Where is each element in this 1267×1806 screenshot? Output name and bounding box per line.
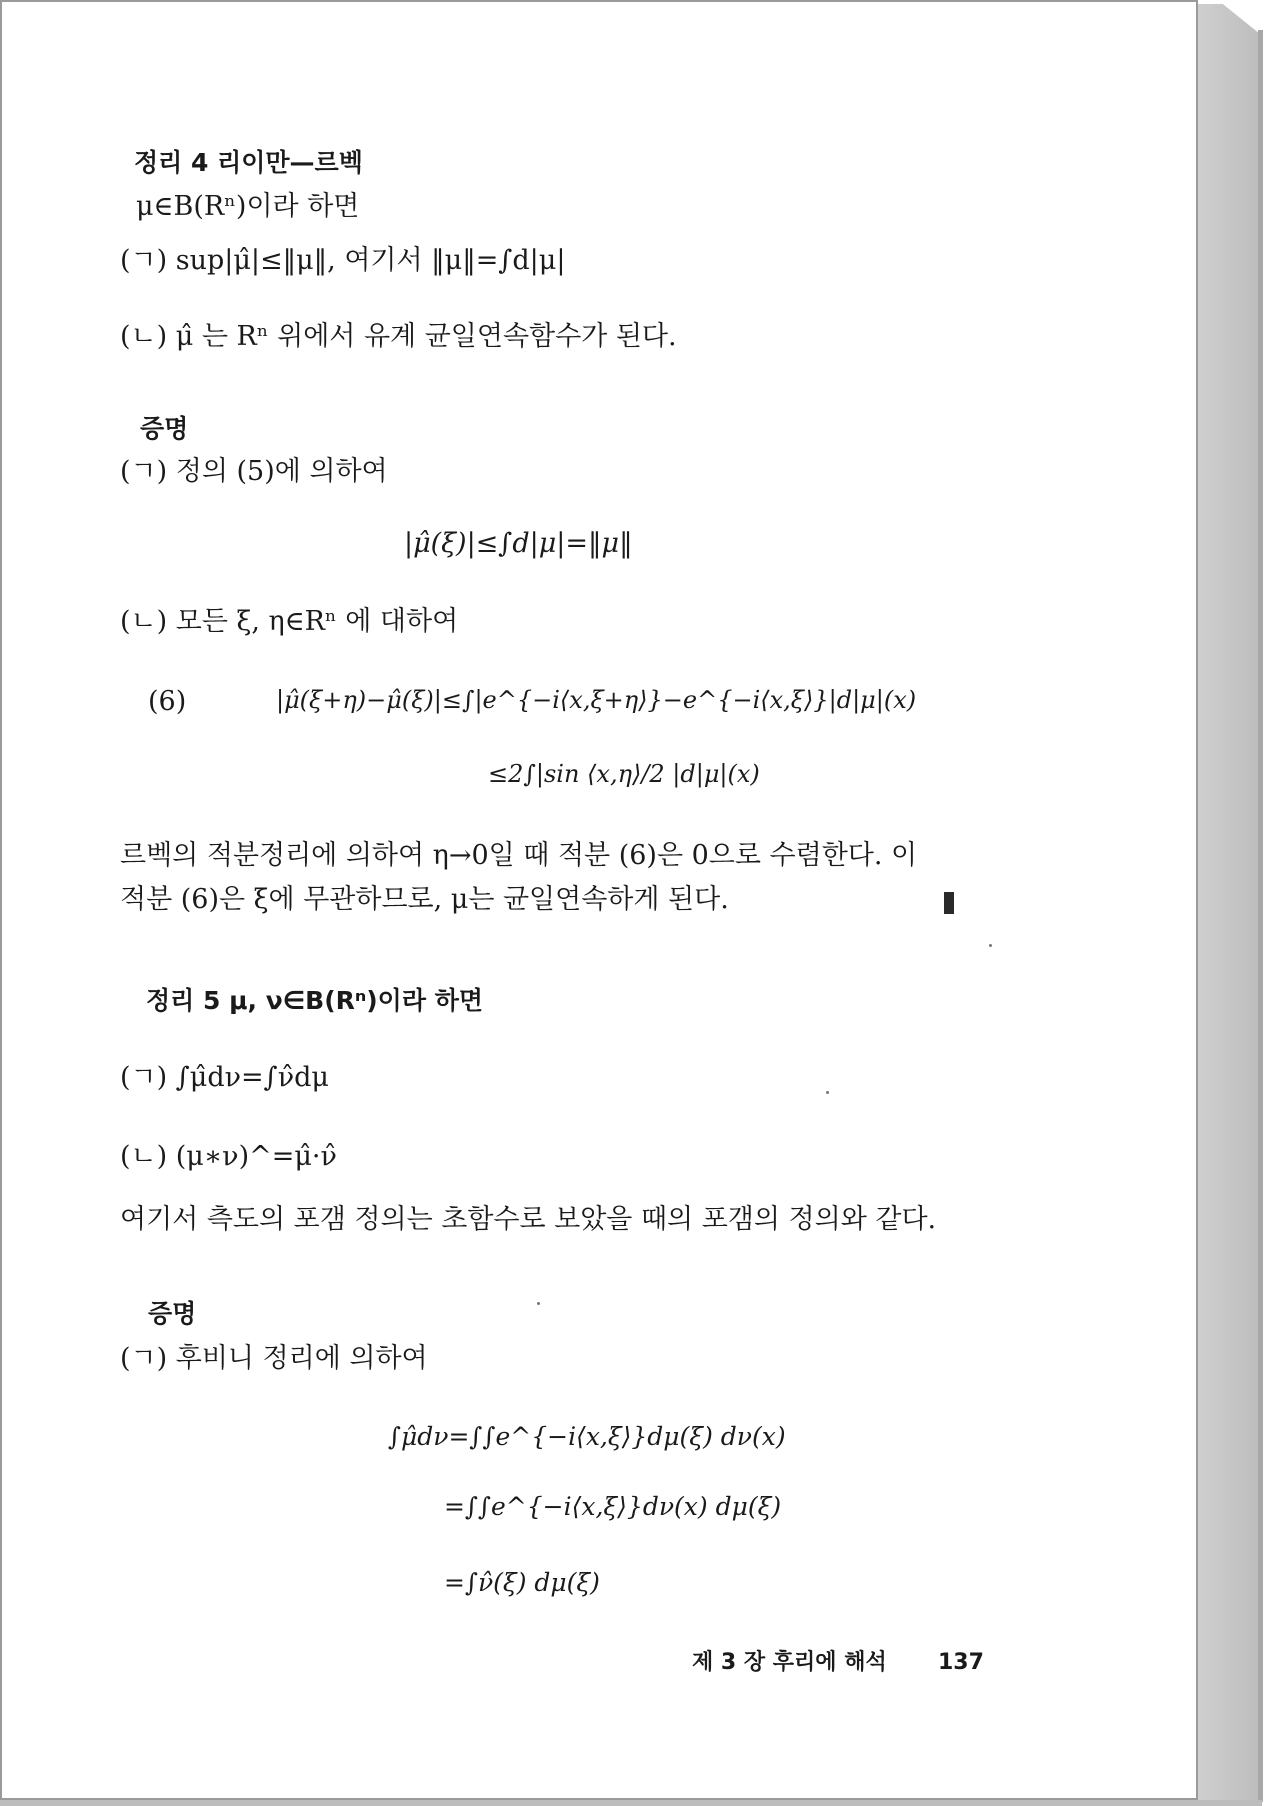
proof-2-heading: 증명	[148, 1299, 197, 1328]
footer-chapter-title: 제 3 장 후리에 해석	[692, 1650, 887, 1675]
theorem-4-item-a: (ㄱ) sup|μ̂|≤‖μ‖, 여기서 ‖μ‖=∫d|μ|	[120, 245, 566, 276]
equation-6-line-1: |μ̂(ξ+η)−μ̂(ξ)|≤∫|e^{−i⟨x,ξ+η⟩}−e^{−i⟨x,ξ⟩}|d|μ|(x)	[276, 686, 917, 714]
end-of-proof-mark	[944, 892, 954, 914]
proof-2-line-2: =∫∫e^{−i⟨x,ξ⟩}dν(x) dμ(ξ)	[444, 1492, 782, 1521]
proof-2-line-1: ∫μ̂dν=∫∫e^{−i⟨x,ξ⟩}dμ(ξ) dν(x)	[388, 1422, 786, 1451]
scan-speck	[989, 944, 992, 947]
page-stack-edge	[1198, 4, 1260, 1802]
theorem-5-note: 여기서 측도의 포갬 정의는 초함수로 보았을 때의 포갬의 정의와 같다.	[120, 1204, 937, 1235]
proof-1-step-a: (ㄱ) 정의 (5)에 의하여	[120, 456, 388, 487]
theorem-4-item-b: (ㄴ) μ̂ 는 Rⁿ 위에서 유계 균일연속함수가 된다.	[120, 321, 677, 352]
proof-1-conclusion-line-2: 적분 (6)은 ξ에 무관하므로, μ는 균일연속하게 된다.	[120, 884, 729, 915]
theorem-5-heading: 정리 5 μ, ν∈B(Rⁿ)이라 하면	[146, 986, 483, 1015]
scan-speck	[537, 1302, 540, 1305]
theorem-4-heading: 정리 4 리이만—르벡	[134, 148, 363, 177]
page-bottom-shadow	[0, 1800, 1262, 1806]
theorem-5-item-a: (ㄱ) ∫μ̂dν=∫ν̂dμ	[120, 1062, 329, 1093]
proof-2-line-3: =∫ν̂(ξ) dμ(ξ)	[444, 1568, 600, 1597]
proof-1-step-b: (ㄴ) 모든 ξ, η∈Rⁿ 에 대하여	[120, 606, 459, 637]
proof-1-heading: 증명	[140, 414, 189, 443]
proof-2-step-a: (ㄱ) 후비니 정리에 의하여	[120, 1343, 428, 1374]
equation-6-line-2: ≤2∫|sin ⟨x,η⟩/2 |d|μ|(x)	[488, 760, 760, 788]
theorem-4-hypothesis: μ∈B(Rⁿ)이라 하면	[136, 191, 360, 222]
page-number: 137	[938, 1650, 984, 1675]
equation-6-number: (6)	[148, 686, 187, 717]
page-stack-shadow	[1258, 30, 1263, 1802]
proof-1-conclusion-line-1: 르벡의 적분정리에 의하여 η→0일 때 적분 (6)은 0으로 수렴한다. 이	[120, 840, 918, 871]
proof-1-formula-a: |μ̂(ξ)|≤∫d|μ|=‖μ‖	[404, 528, 633, 559]
theorem-5-item-b: (ㄴ) (μ∗ν)^=μ̂·ν̂	[120, 1141, 337, 1172]
scan-speck	[826, 1091, 829, 1094]
